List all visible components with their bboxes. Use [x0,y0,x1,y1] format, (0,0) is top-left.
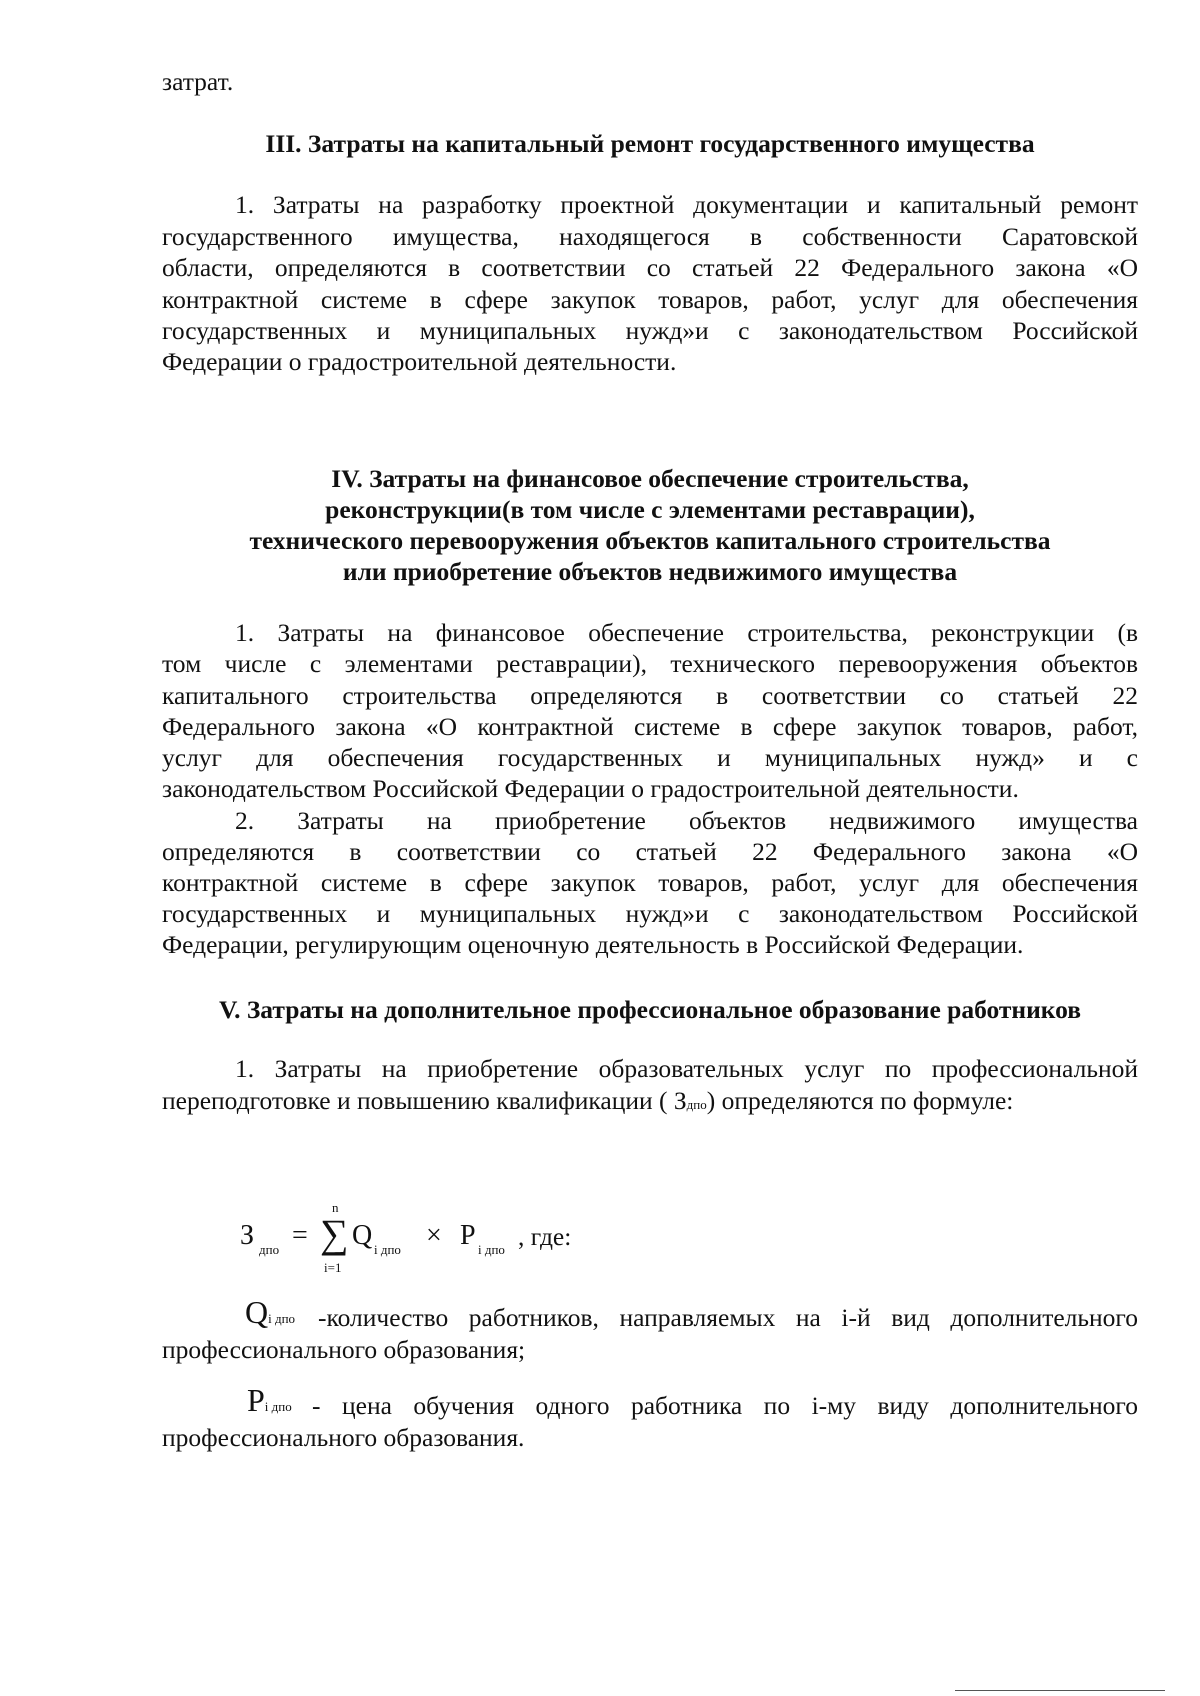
q-definition-line [245,1296,295,1335]
section-3-p1-line: государственного имущества, находящегося в собственности Саратовской [162,222,1138,251]
section-4-p1-line: капитального строительства определяются в соответствии со статьей 22 [162,681,1138,710]
formula-sum-upper: n [332,1200,339,1215]
formula-q: Q [352,1220,373,1251]
section-4-heading-line: технического перевооружения объектов капитального строительства [249,526,1051,555]
p-subscript: i дпо [264,1399,292,1414]
section-4-heading-line: IV. Затраты на финансовое обеспечение строительства, [331,464,969,493]
section-4-p1-line: законодательством Российской Федерации о градостроительной деятельности. [162,774,1019,803]
p-definition-line [247,1384,292,1423]
q-subscript: i дпо [268,1311,296,1326]
formula-p: P [460,1220,476,1251]
cost-formula [240,1200,840,1280]
formula-q-subscript: i дпо [374,1242,401,1257]
section-3-heading: III. Затраты на капитальный ремонт государственного имущества [265,129,1035,158]
section-3-p1-line: контрактной системе в сфере закупок товаров, работ, услуг для обеспечения [162,285,1138,314]
section-4-heading-line: реконструкции(в том числе с элементами реставрации), [325,495,975,524]
p-symbol: P [247,1382,265,1418]
p-definition-text-2: профессионального образования. [162,1423,525,1452]
formula-tail: , где: [518,1222,572,1251]
section-4-p1-line: Федерального закона «О контрактной системе в сфере закупок товаров, работ, [162,712,1138,741]
carry-over-text: затрат. [162,67,234,96]
section-3-p1-line: Федерации о градостроительной деятельности. [162,347,677,376]
subscript: дпо [686,1097,707,1112]
formula-times: × [426,1220,442,1251]
section-3-p1-line: 1. Затраты на разработку проектной документации и капитальный ремонт [235,190,1138,219]
section-4-p1-line: услуг для обеспечения государственных и муниципальных нужд» и с [162,743,1138,772]
formula-lhs: З [240,1220,255,1251]
section-4-p2-line: контрактной системе в сфере закупок товаров, работ, услуг для обеспечения [162,868,1138,897]
section-4-p2-line: 2. Затраты на приобретение объектов недвижимого имущества [235,806,1138,835]
section-4-p2-line: Федерации, регулирующим оценочную деятельность в Российской Федерации. [162,930,1024,959]
p-definition-text: - цена обучения одного работника по i-му виду дополнительного [312,1391,1138,1420]
section-5-p1-line-2 [162,1085,1138,1121]
section-5-p1-line: 1. Затраты на приобретение образовательных услуг по профессиональной [235,1054,1138,1083]
formula-sum-lower: i=1 [324,1260,342,1275]
q-symbol: Q [245,1294,269,1330]
bottom-rule [955,1690,1165,1691]
text-fragment: переподготовке и повышению квалификации ( З [162,1086,687,1115]
section-3-p1-line: области, определяются в соответствии со статьей 22 Федерального закона «О [162,253,1138,282]
section-3-p1-line: государственных и муниципальных нужд»и с законодательством Российской [162,316,1138,345]
formula-lhs-subscript: дпо [259,1242,280,1257]
formula-p-subscript: i дпо [478,1242,505,1257]
section-4-p1-line: том числе с элементами реставрации), технического перевооружения объектов [162,649,1138,678]
q-definition-text-2: профессионального образования; [162,1335,526,1364]
section-4-heading-line: или приобретение объектов недвижимого имущества [342,557,958,586]
formula-sum-symbol: ∑ [320,1211,349,1256]
text-fragment: ) определяются по формуле: [706,1086,1014,1115]
section-4-p2-line: государственных и муниципальных нужд»и с законодательством Российской [162,899,1138,928]
formula-equals: = [292,1220,308,1251]
section-4-p1-line: 1. Затраты на финансовое обеспечение строительства, реконструкции (в [235,618,1138,647]
section-4-p2-line: определяются в соответствии со статьей 22 Федерального закона «О [162,837,1138,866]
q-definition-text: -количество работников, направляемых на i-й вид дополнительного [318,1303,1138,1332]
section-5-heading: V. Затраты на дополнительное профессиональное образование работников [218,995,1082,1024]
